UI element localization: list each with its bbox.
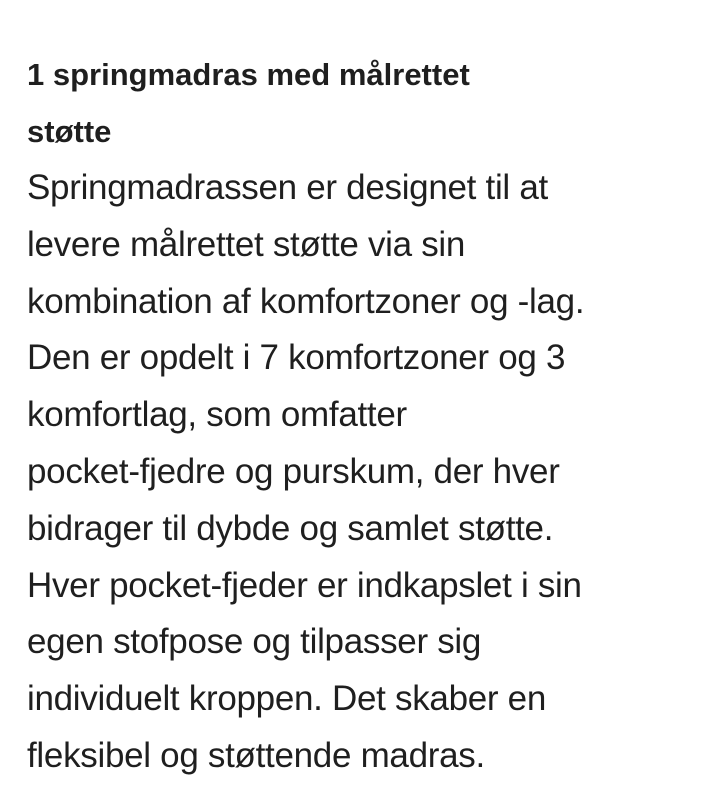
heading-line: støtte [27, 114, 112, 149]
heading-line: 1 springmadras med målrettet [27, 57, 470, 92]
body-line: Hver pocket-fjeder er indkapslet i sin [27, 565, 582, 605]
body-line: levere målrettet støtte via sin [27, 224, 466, 264]
body-line: bidrager til dybde og samlet støtte. [27, 508, 554, 548]
body-line: individuelt kroppen. Det skaber en [27, 679, 547, 719]
body-line: komfortlag, som omfatter [27, 395, 407, 435]
body-line: pocket-fjedre og purskum, der hver [27, 451, 560, 491]
body-line: Springmadrassen er designet til at [27, 168, 548, 207]
section-heading [27, 46, 699, 160]
description-paragraph [27, 160, 699, 785]
body-line: kombination af komfortzoner og -lag. [27, 281, 585, 321]
body-line: Den er opdelt i 7 komfortzoner og 3 [27, 338, 566, 378]
body-line: fleksibel og støttende madras. [27, 735, 485, 775]
article-content [27, 46, 699, 785]
body-line: egen stofpose og tilpasser sig [27, 622, 482, 662]
